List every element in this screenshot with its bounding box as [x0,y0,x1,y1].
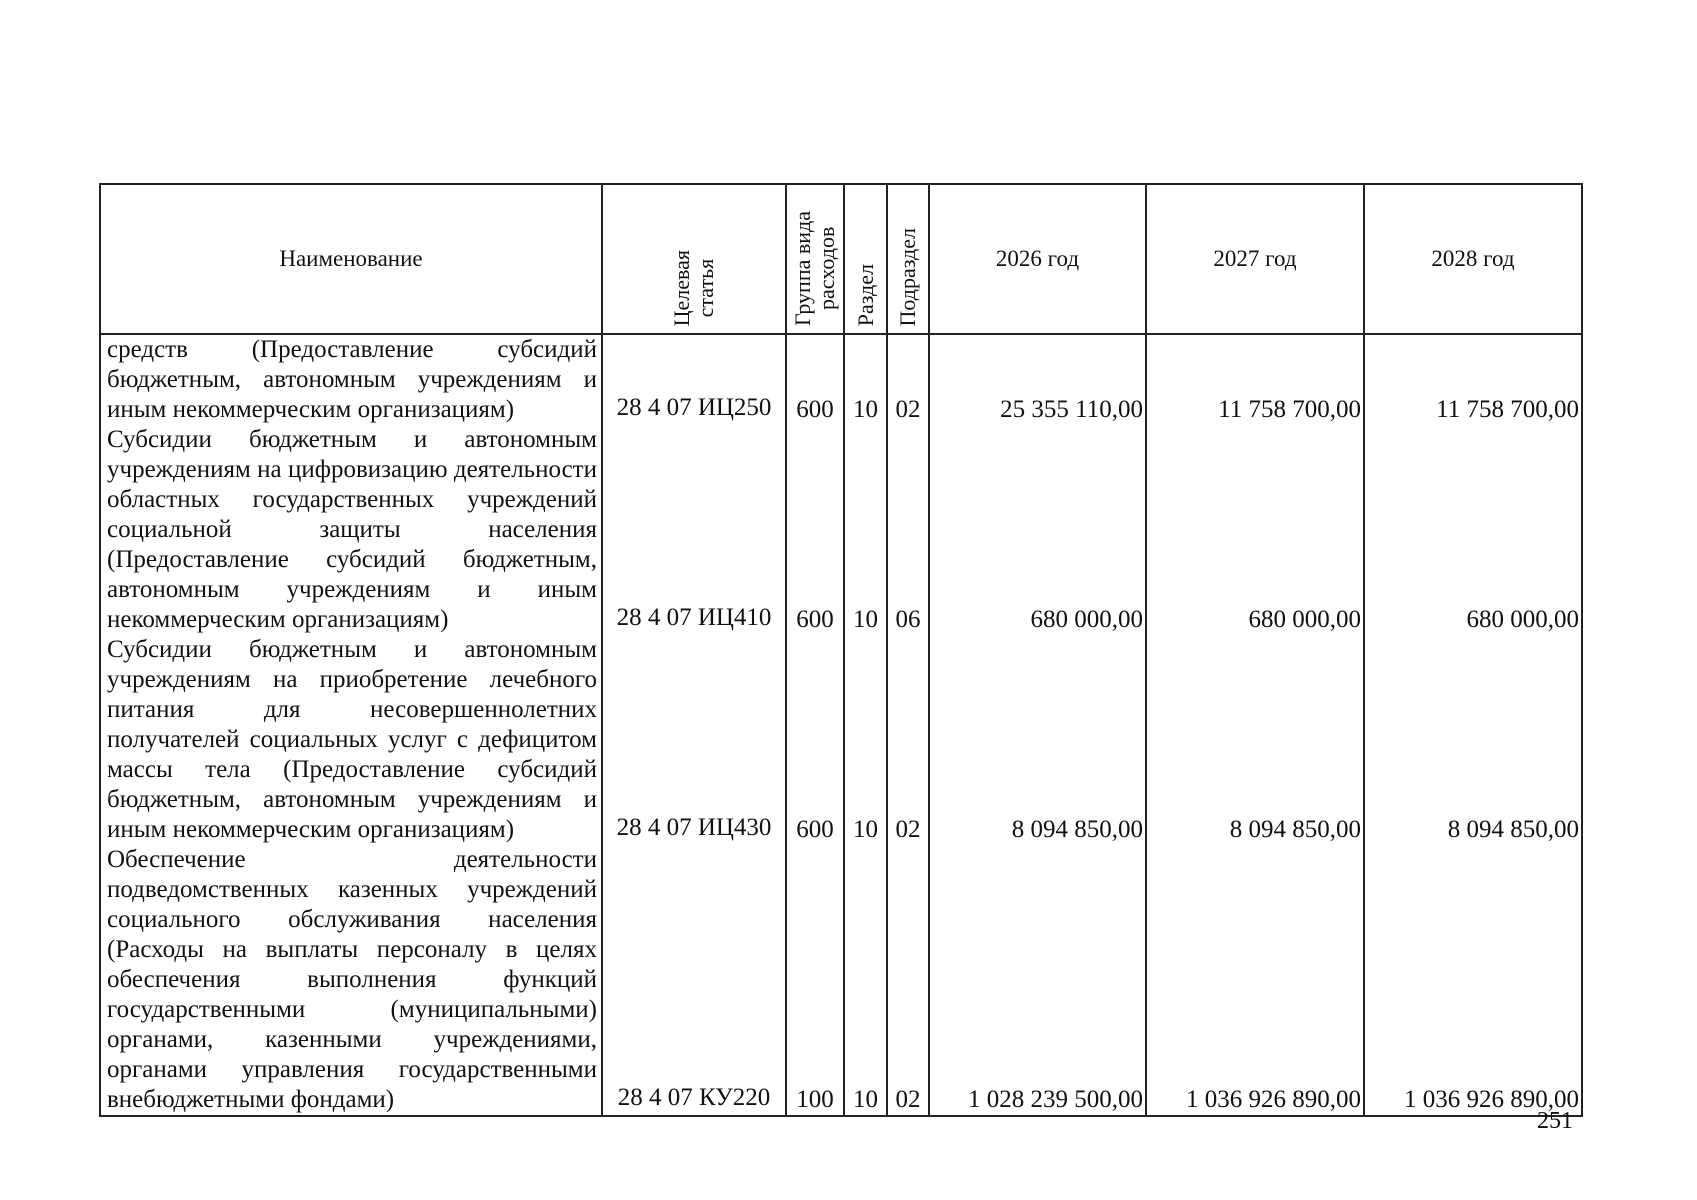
header-2027: 2027 год [1146,184,1364,334]
row-subsection: 02 [887,845,929,1116]
row-target: 28 4 07 ИЦ250 [602,334,786,425]
row-name: Субсидии бюджетным и автономным учреждениям на приобретение лечебного питания для несовершеннолетних получателей социальных услуг с дефицитом массы тела (Предоставление субсидий бюджетным, автономным учреждениям и иным некоммерческим организациям) [100,635,602,845]
row-2027: 1 036 926 890,00 [1146,845,1364,1116]
header-target: Целевая статья [602,184,786,334]
row-group: 100 [786,845,844,1116]
row-name: Обеспечение деятельности подведомственных казенных учреждений социального обслуживания населения (Расходы на выплаты персоналу в целях обеспечения выполнения функций государственными (муниципальными) органами, казенными учреждениями, органами управления государственными внебюджетными фондами) [100,845,602,1116]
row-2027: 680 000,00 [1146,425,1364,635]
header-group: Группа вида расходов [786,184,844,334]
table-row [100,845,1582,1116]
row-group: 600 [786,334,844,425]
header-section: Раздел [844,184,887,334]
row-2028: 1 036 926 890,00 [1364,845,1582,1116]
row-section: 10 [844,845,887,1116]
row-group: 600 [786,425,844,635]
row-group: 600 [786,635,844,845]
header-2028: 2028 год [1364,184,1582,334]
row-target: 28 4 07 КУ220 [602,845,786,1116]
row-2026: 1 028 239 500,00 [929,845,1146,1116]
header-2026: 2026 год [929,184,1146,334]
table-row [100,425,1582,635]
row-2026: 8 094 850,00 [929,635,1146,845]
row-2027: 11 758 700,00 [1146,334,1364,425]
row-name: средств (Предоставление субсидий бюджетным, автономным учреждениям и иным некоммерческим организациям) [100,334,602,425]
budget-table [99,183,1583,1117]
row-section: 10 [844,334,887,425]
row-2027: 8 094 850,00 [1146,635,1364,845]
header-subsection: Подраздел [887,184,929,334]
row-subsection: 06 [887,425,929,635]
table-row [100,334,1582,425]
table-row [100,635,1582,845]
row-2028: 680 000,00 [1364,425,1582,635]
row-subsection: 02 [887,635,929,845]
row-target: 28 4 07 ИЦ410 [602,425,786,635]
row-target: 28 4 07 ИЦ430 [602,635,786,845]
row-name: Субсидии бюджетным и автономным учреждениям на цифровизацию деятельности областных государственных учреждений социальной защиты населения (Предоставление субсидий бюджетным, автономным учреждениям и иным некоммерческим организациям) [100,425,602,635]
header-row [100,184,1582,334]
row-2028: 11 758 700,00 [1364,334,1582,425]
header-name: Наименование [100,184,602,334]
row-subsection: 02 [887,334,929,425]
row-2026: 680 000,00 [929,425,1146,635]
page-number: 251 [1537,1108,1573,1134]
row-section: 10 [844,425,887,635]
row-section: 10 [844,635,887,845]
row-2028: 8 094 850,00 [1364,635,1582,845]
row-2026: 25 355 110,00 [929,334,1146,425]
